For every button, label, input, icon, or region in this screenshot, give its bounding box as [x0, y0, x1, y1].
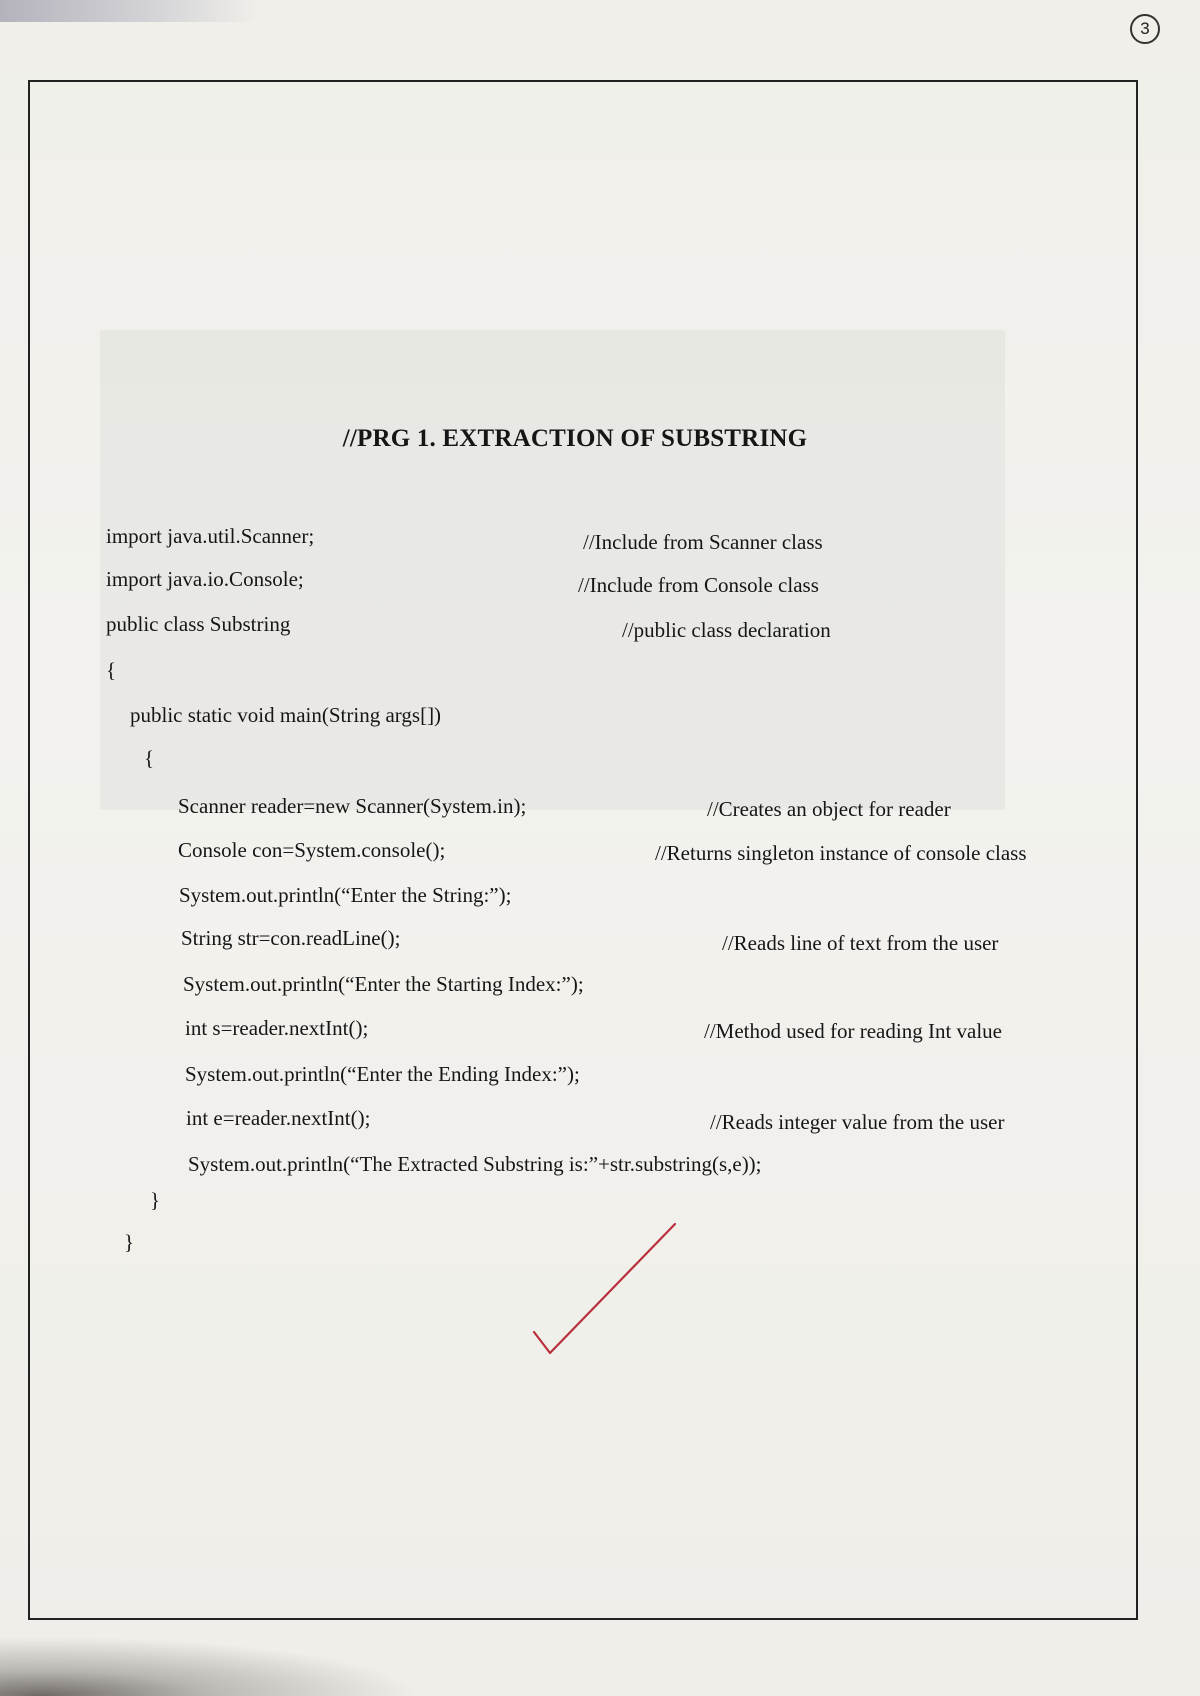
comment-read-start: //Method used for reading Int value	[704, 1019, 1002, 1043]
code-line-open-brace-class: {	[106, 658, 117, 682]
code-line-close-brace-class: }	[124, 1230, 135, 1254]
page-number: 3	[1130, 14, 1160, 44]
comment-scanner-object: //Creates an object for reader	[707, 797, 951, 821]
code-line-close-brace-main: }	[150, 1188, 161, 1212]
code-line-read-end: int e=reader.nextInt();	[186, 1106, 371, 1130]
code-line-scanner-object: Scanner reader=new Scanner(System.in);	[178, 794, 527, 818]
code-line-import-console: import java.io.Console;	[106, 567, 304, 591]
red-check-mark	[530, 1220, 680, 1360]
code-line-read-start: int s=reader.nextInt();	[185, 1016, 369, 1040]
program-title: //PRG 1. EXTRACTION OF SUBSTRING	[342, 425, 808, 452]
comment-console: //Returns singleton instance of console class	[655, 841, 1027, 865]
code-line-print-string-prompt: System.out.println(“Enter the String:”);	[179, 883, 512, 907]
comment-class-declaration: //public class declaration	[622, 618, 831, 642]
code-line-open-brace-main: {	[144, 746, 155, 770]
code-line-main-method: public static void main(String args[])	[130, 703, 442, 727]
scan-bottom-shadow	[0, 1636, 420, 1696]
scan-edge-shadow	[0, 0, 260, 22]
code-line-print-result: System.out.println(“The Extracted Substring is:”+str.substring(s,e));	[188, 1152, 762, 1176]
code-line-class-declaration: public class Substring	[106, 612, 291, 636]
comment-import-console: //Include from Console class	[578, 573, 819, 597]
comment-read-line: //Reads line of text from the user	[722, 931, 999, 955]
code-line-print-end-prompt: System.out.println(“Enter the Ending Index:”);	[185, 1062, 580, 1086]
code-line-import-scanner: import java.util.Scanner;	[106, 524, 315, 548]
code-line-console: Console con=System.console();	[178, 838, 446, 862]
code-line-print-start-prompt: System.out.println(“Enter the Starting Index:”);	[183, 972, 584, 996]
comment-import-scanner: //Include from Scanner class	[583, 530, 823, 554]
code-line-read-line: String str=con.readLine();	[181, 926, 401, 950]
comment-read-end: //Reads integer value from the user	[710, 1110, 1005, 1134]
